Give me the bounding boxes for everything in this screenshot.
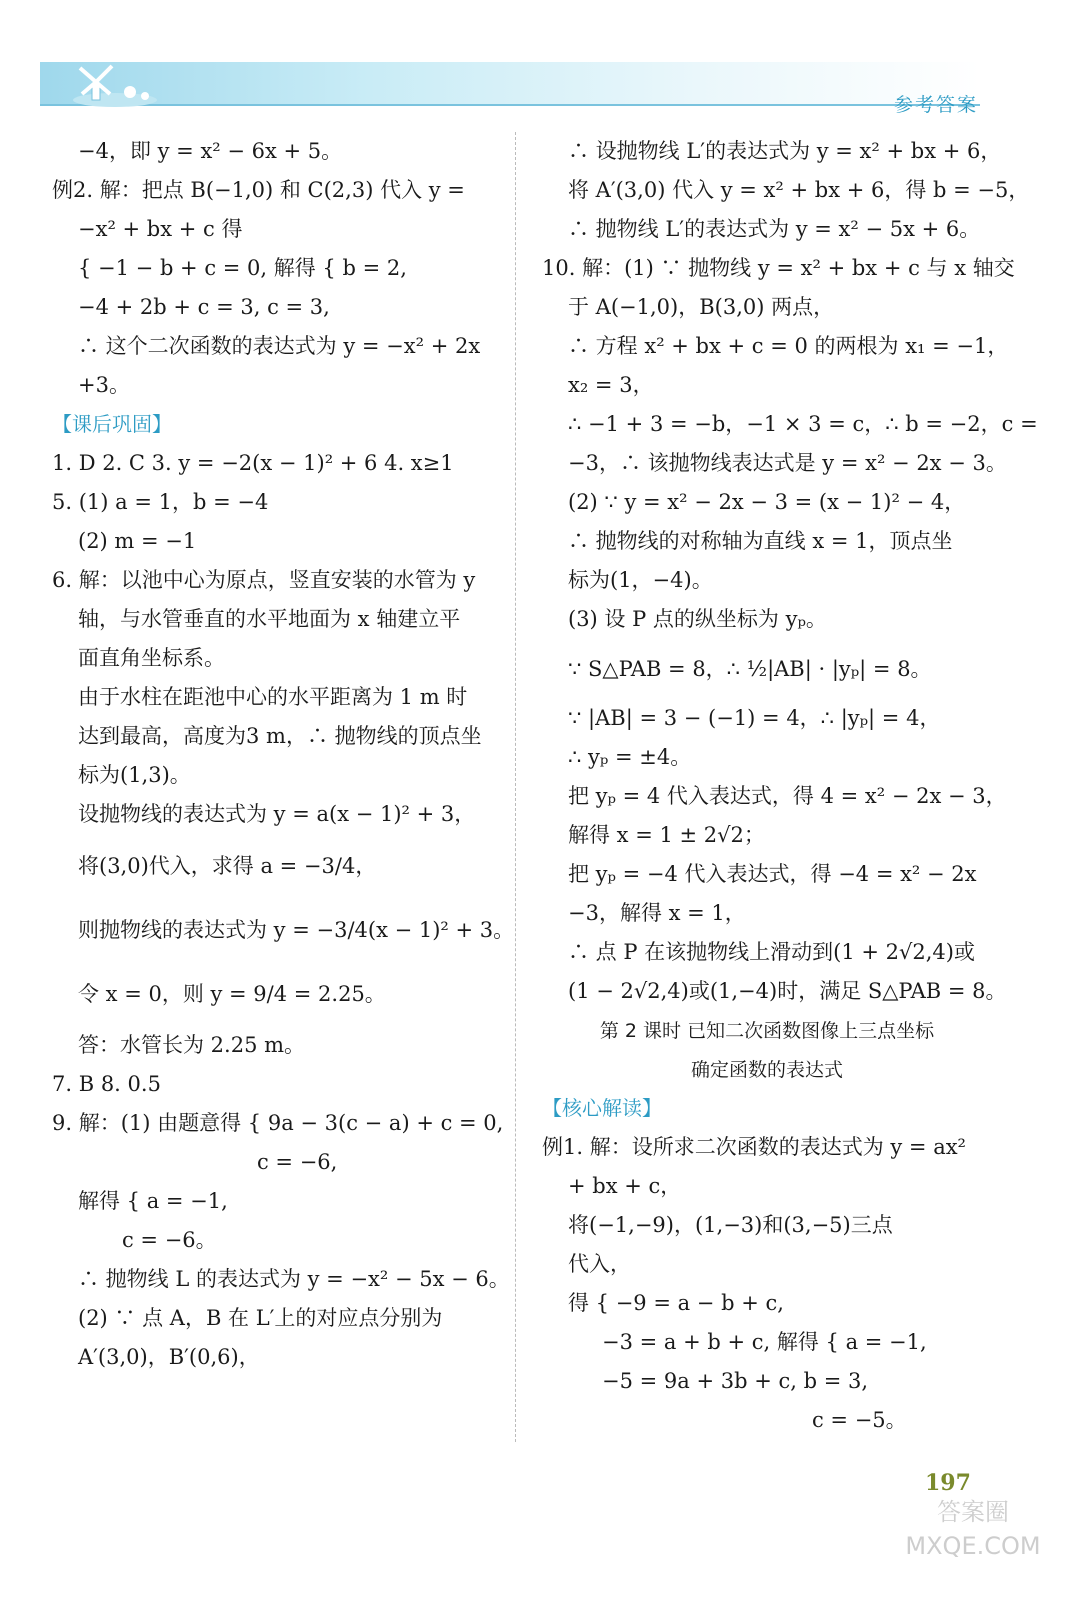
right-column [542, 132, 1038, 1440]
lesson-title: 第 2 课时 已知二次函数图像上三点坐标 [599, 1020, 935, 1042]
text-line: (2) ∵ 点 A，B 在 L′上的对应点分别为 [78, 1306, 443, 1330]
answer-line: 1. D 2. C 3. y = −2(x − 1)² + 6 4. x≥1 [52, 451, 454, 475]
equation-line: c = −6, [257, 1150, 338, 1174]
equation-line: 9. 解：(1) 由题意得 { 9a − 3(c − a) + c = 0, [52, 1111, 504, 1135]
text-line: ∴ 抛物线 L 的表达式为 y = −x² − 5x − 6。 [78, 1267, 510, 1291]
text-line: ∴ 设抛物线 L′的表达式为 y = x² + bx + 6， [568, 139, 1002, 163]
text-line: (1 − 2√2,4)或(1,−4)时，满足 S△PAB = 8。 [568, 979, 1007, 1003]
text-line: 解得 x = 1 ± 2√2； [568, 823, 765, 847]
text-line: A′(3,0)，B′(0,6)， [78, 1345, 260, 1369]
text-line: (3) 设 P 点的纵坐标为 yₚ。 [568, 607, 827, 631]
equation-line: ∵ S△PAB = 8，∴ ½|AB| · |yₚ| = 8。 [568, 657, 932, 681]
text-line: 由于水柱在距池中心的水平距离为 1 m 时 [78, 685, 468, 709]
header-band [40, 62, 980, 106]
text-line: 于 A(−1,0)，B(3,0) 两点， [568, 295, 835, 319]
text-line: ∵ |AB| = 3 − (−1) = 4，∴ |yₚ| = 4， [568, 706, 941, 730]
column-divider [515, 132, 516, 1442]
equation-line: c = −6。 [122, 1228, 217, 1252]
text-line: −3，解得 x = 1， [568, 901, 746, 925]
page-number: 197 [925, 1470, 971, 1496]
text-line: + bx + c， [568, 1174, 682, 1198]
text-line: 把 yₚ = −4 代入表达式，得 −4 = x² − 2x [568, 862, 977, 886]
text-line: 答：水管长为 2.25 m。 [78, 1033, 306, 1057]
text-line: ∴ 抛物线的对称轴为直线 x = 1，顶点坐 [568, 529, 953, 553]
text-line: 代入， [568, 1252, 631, 1276]
text-line: +3。 [78, 373, 130, 397]
text-line: ∴ 点 P 在该抛物线上滑动到(1 + 2√2,4)或 [568, 940, 975, 964]
equation-line: 得 { −9 = a − b + c, [568, 1291, 784, 1315]
answer-line: 7. B 8. 0.5 [52, 1072, 161, 1096]
answer-line: 5. (1) a = 1，b = −4 [52, 490, 269, 514]
text-line: 面直角坐标系。 [78, 646, 225, 670]
equation-line: 则抛物线的表达式为 y = −3/4(x − 1)² + 3。 [78, 918, 515, 942]
answer-line: (2) m = −1 [78, 529, 197, 553]
header-rule [40, 104, 980, 106]
text-line: 标为(1，−4)。 [568, 568, 713, 592]
text-line: ∴ −1 + 3 = −b，−1 × 3 = c，∴ b = −2，c = [568, 412, 1038, 436]
text-line: ∴ 方程 x² + bx + c = 0 的两根为 x₁ = −1， [568, 334, 1009, 358]
text-line: ∴ 这个二次函数的表达式为 y = −x² + 2x [78, 334, 481, 358]
text-line: 达到最高，高度为3 m，∴ 抛物线的顶点坐 [78, 724, 482, 748]
watermark-url: MXQE.COM [905, 1532, 1041, 1560]
text-line: 6. 解：以池中心为原点，竖直安装的水管为 y [52, 568, 476, 592]
equation-line: { −1 − b + c = 0, 解得 { b = 2, [78, 256, 407, 280]
watermark [878, 1495, 1068, 1595]
equation-line: c = −5。 [812, 1408, 907, 1432]
section-heading: 【核心解读】 [542, 1096, 662, 1120]
equation-line: −4 + 2b + c = 3, c = 3, [78, 295, 330, 319]
text-line: 10. 解：(1) ∵ 抛物线 y = x² + bx + c 与 x 轴交 [542, 256, 1015, 280]
text-line: 将(−1,−9)，(1,−3)和(3,−5)三点 [568, 1213, 893, 1237]
lesson-subtitle: 确定函数的表达式 [690, 1059, 843, 1081]
text-line: 例2. 解：把点 B(−1,0) 和 C(2,3) 代入 y = [52, 178, 465, 202]
text-line: −4，即 y = x² − 6x + 5。 [78, 139, 343, 163]
equation-line: −3 = a + b + c, 解得 { a = −1, [602, 1330, 927, 1354]
text-line: −3，∴ 该抛物线表达式是 y = x² − 2x − 3。 [568, 451, 1007, 475]
text-line: (2) ∵ y = x² − 2x − 3 = (x − 1)² − 4， [568, 490, 966, 514]
equation-line: 令 x = 0，则 y = 9/4 = 2.25。 [78, 982, 386, 1006]
text-line: 将 A′(3,0) 代入 y = x² + bx + 6，得 b = −5， [568, 178, 1030, 202]
equation-line: −5 = 9a + 3b + c, b = 3, [602, 1369, 869, 1393]
text-line: 标为(1,3)。 [78, 763, 191, 787]
text-line: 设抛物线的表达式为 y = a(x − 1)² + 3， [78, 802, 476, 826]
equation-line: 将(3,0)代入，求得 a = −3/4， [78, 854, 377, 878]
text-line: 轴，与水管垂直的水平地面为 x 轴建立平 [78, 607, 461, 631]
section-heading: 【课后巩固】 [52, 412, 172, 436]
text-line: −x² + bx + c 得 [78, 217, 243, 241]
text-line: 把 yₚ = 4 代入表达式，得 4 = x² − 2x − 3， [568, 784, 1007, 808]
text-line: 例1. 解：设所求二次函数的表达式为 y = ax² [542, 1135, 966, 1159]
windmill-icon [70, 56, 160, 108]
text-line: x₂ = 3， [568, 373, 654, 397]
left-column [52, 132, 515, 1377]
header-title: 参考答案 [893, 94, 978, 116]
text-line: ∴ yₚ = ±4。 [568, 745, 692, 769]
equation-line: 解得 { a = −1, [78, 1189, 228, 1213]
watermark-text: 答案圈 [937, 1498, 1009, 1526]
text-line: ∴ 抛物线 L′的表达式为 y = x² − 5x + 6。 [568, 217, 981, 241]
